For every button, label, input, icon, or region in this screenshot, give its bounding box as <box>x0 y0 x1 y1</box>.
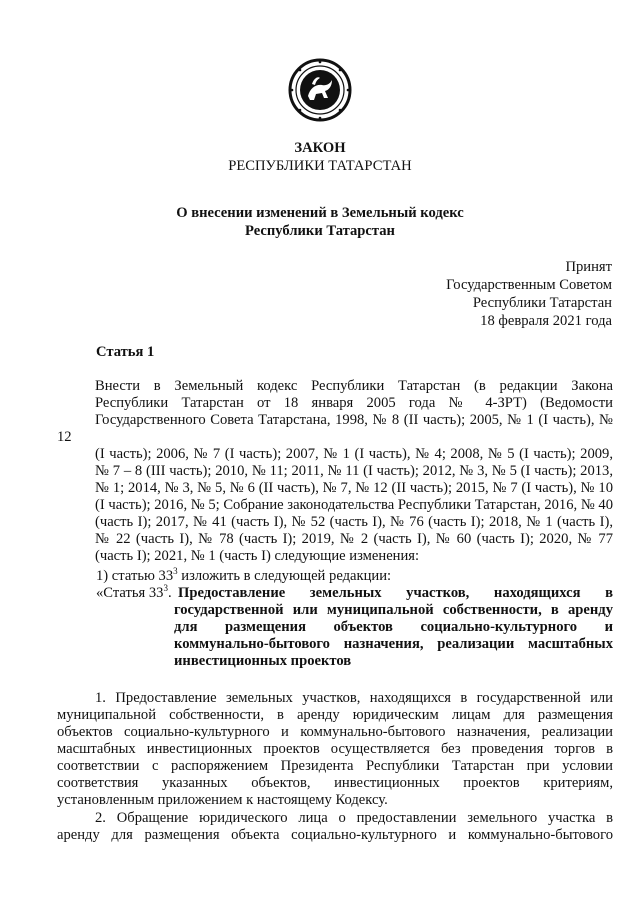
adoption-line-2: Государственным Советом <box>446 277 612 293</box>
point1-line: муниципальной собственности, в аренду юридическим лицам для размещения <box>57 707 613 723</box>
point1-line: установленным приложением к настоящему Кодексу. <box>57 792 388 808</box>
new-article-lead-text: «Статья 33 <box>96 585 164 601</box>
point-1-paragraph <box>57 690 613 809</box>
intro-line: Внести в Земельный кодекс Республики Татарстан (в редакции Закона <box>95 378 613 394</box>
intro-line: № 22 (часть I), № 78 (часть I); 2019, № 2 (часть I), № 60 (часть I); 2020, № 77 <box>95 531 613 547</box>
new-article-heading-line: коммунально-бытового назначения, реализации масштабных <box>174 636 613 652</box>
adoption-block <box>446 258 612 330</box>
intro-line: (I часть); 2006, № 7 (I часть); 2007, № 1 (I часть), № 4; 2008, № 5 (I часть); 2009, <box>95 446 613 462</box>
point1-line: объектов социально-культурного и коммунально-бытового назначения, реализации <box>57 724 613 740</box>
intro-line: (I часть); 2016, № 5; Собрание законодательства Республики Татарстан, 2016, № 40 <box>95 497 613 513</box>
item1-prefix: 1) статью 33 <box>96 568 174 584</box>
law-title: ЗАКОН <box>294 140 346 156</box>
point1-line: соответствия указанных объектов, инвестиционных проектов критериям, <box>57 775 613 791</box>
new-article-title <box>96 585 613 670</box>
intro-line: (часть I); 2017, № 41 (часть I), № 52 (часть I), № 76 (часть I); 2018, № 1 (часть I), <box>95 514 613 530</box>
new-article-lead-superscript: 3 <box>163 583 168 593</box>
document-title-line-2: Республики Татарстан <box>245 223 395 239</box>
law-republic: РЕСПУБЛИКИ ТАТАРСТАН <box>228 158 412 174</box>
new-article-heading-line: государственной или муниципальной собственности, в аренду <box>174 602 613 618</box>
intro-line: Государственного Совета Татарстана, 1998, № 8 (II часть); 2005, № 1 (I часть), № 12 <box>57 412 613 445</box>
intro-paragraph <box>57 378 613 565</box>
amendment-item-1 <box>96 568 613 585</box>
new-article-lead-dot: . <box>167 585 172 601</box>
item1-suffix: изложить в следующей редакции: <box>177 568 392 584</box>
new-article-heading-line: инвестиционных проектов <box>174 653 352 669</box>
point2-line: 2. Обращение юридического лица о предоставлении земельного участка в <box>95 810 613 826</box>
point1-line: соответствии с распоряжением Президента Республики Татарстан при условии <box>57 758 613 774</box>
intro-line: (часть I); 2021, № 1 (часть I) следующие изменения: <box>95 548 420 564</box>
intro-line: Республики Татарстан от 18 января 2005 года № 4-ЗРТ) (Ведомости <box>95 395 613 411</box>
tatarstan-emblem-icon <box>288 58 352 122</box>
adoption-line-1: Принят <box>565 259 612 275</box>
item1-superscript: 3 <box>173 566 178 576</box>
point-2-paragraph <box>57 810 613 844</box>
document-title-line-1: О внесении изменений в Земельный кодекс <box>176 205 464 221</box>
intro-line: № 7 – 8 (III часть); 2010, № 11; 2011, № 11 (I часть); 2012, № 3, № 5 (I часть); 2013, <box>95 463 613 479</box>
article-heading: Статья 1 <box>96 344 155 360</box>
intro-line: № 1; 2014, № 3, № 5, № 6 (II часть), № 7, № 12 (II часть); 2015, № 7 (I часть), № 10 <box>95 480 613 496</box>
new-article-heading <box>174 585 613 670</box>
document-title <box>0 204 640 240</box>
new-article-heading-line: для размещения объектов социально-культурного и <box>174 619 613 635</box>
new-article-heading-line: Предоставление земельных участков, находящихся в <box>178 585 613 601</box>
adoption-line-3: Республики Татарстан <box>472 295 612 311</box>
point1-line: 1. Предоставление земельных участков, находящихся в государственной или <box>95 690 613 706</box>
adoption-date: 18 февраля 2021 года <box>480 313 612 329</box>
new-article-lead <box>96 585 172 602</box>
point2-line: аренду для размещения объекта социально-культурного и коммунально-бытового <box>57 827 613 843</box>
point1-line: масштабных инвестиционных проектов осуществляется без проведения торгов в <box>57 741 613 757</box>
